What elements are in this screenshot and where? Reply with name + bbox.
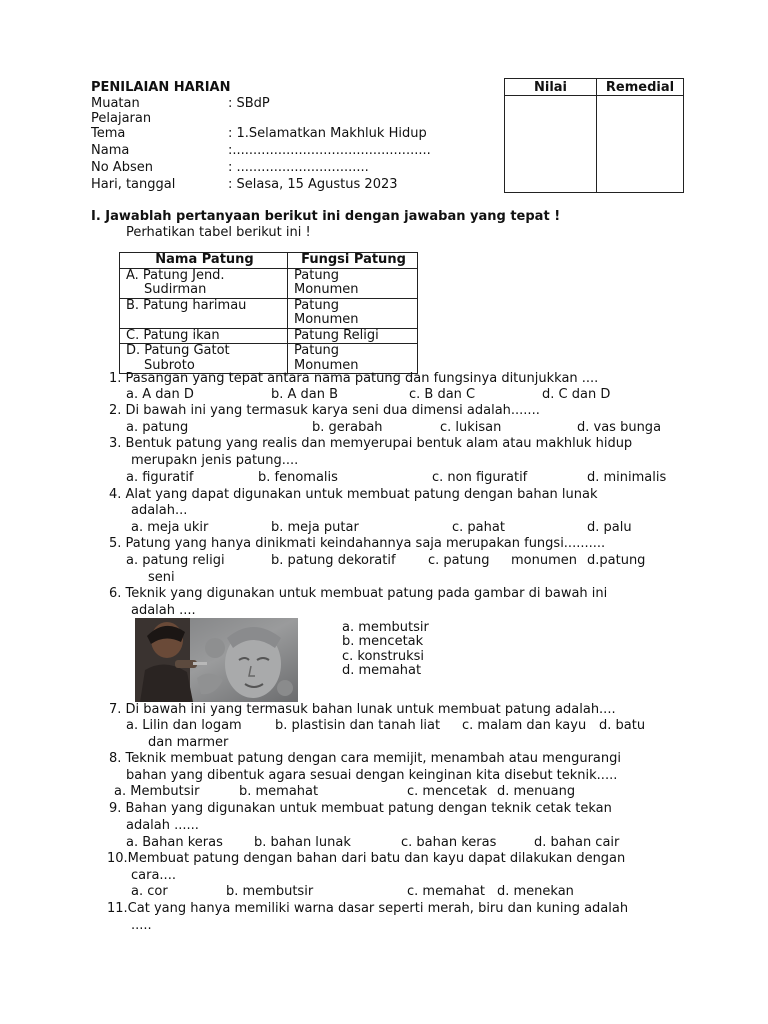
question-8-cont: bahan yang dibentuk agara sesuai dengan keinginan kita disebut teknik..... <box>126 768 618 783</box>
section-intro: Perhatikan tabel berikut ini ! <box>126 225 311 240</box>
option-4d[interactable]: d. palu <box>587 520 632 535</box>
question-7: 7. Di bawah ini yang termasuk bahan lunak untuk membuat patung adalah.... <box>109 702 616 717</box>
option-6a[interactable]: a. membutsir <box>342 620 429 635</box>
table-cell: D. Patung Gatot <box>126 343 230 358</box>
nilai-cell[interactable] <box>505 96 597 193</box>
sculptor-carving-image <box>135 618 298 702</box>
option-9a[interactable]: a. Bahan keras <box>126 835 223 850</box>
question-6: 6. Teknik yang digunakan untuk membuat patung pada gambar di bawah ini <box>109 586 608 601</box>
option-7d-cont: dan marmer <box>148 735 229 750</box>
pelajaran-label: Pelajaran <box>91 111 152 126</box>
question-9: 9. Bahan yang digunakan untuk membuat patung dengan teknik cetak tekan <box>109 801 612 816</box>
table-cell: A. Patung Jend. <box>126 267 225 283</box>
option-4a[interactable]: a. meja ukir <box>131 520 209 535</box>
question-10-cont: cara.... <box>131 868 176 883</box>
option-4b[interactable]: b. meja putar <box>271 520 359 535</box>
table-cell: C. Patung ikan <box>126 327 220 343</box>
option-9d[interactable]: d. bahan cair <box>534 835 620 850</box>
nama-label: Nama <box>91 143 130 158</box>
sculpture-photo <box>135 618 298 702</box>
option-5b[interactable]: b. patung dekoratif <box>271 553 396 568</box>
option-8c[interactable]: c. mencetak <box>407 784 488 799</box>
section-heading: I. Jawablah pertanyaan berikut ini dengan jawaban yang tepat ! <box>91 209 561 224</box>
table-cell: Patung <box>294 343 340 358</box>
page-title: PENILAIAN HARIAN <box>91 80 231 95</box>
table-cell: Monumen <box>294 357 359 373</box>
option-9c[interactable]: c. bahan keras <box>401 835 497 850</box>
question-11-cont: ..... <box>131 918 152 933</box>
table-row <box>120 298 418 328</box>
question-2: 2. Di bawah ini yang termasuk karya seni dua dimensi adalah....... <box>109 403 540 418</box>
absen-field[interactable]: : ................................ <box>228 160 369 175</box>
table-cell: Monumen <box>294 282 359 297</box>
nama-field[interactable]: :................................................ <box>228 143 431 158</box>
question-4: 4. Alat yang dapat digunakan untuk membuat patung dengan bahan lunak <box>109 487 598 502</box>
option-3d[interactable]: d. minimalis <box>587 470 667 485</box>
option-7a[interactable]: a. Lilin dan logam <box>126 718 242 733</box>
option-5a[interactable]: a. patung religi <box>126 553 225 568</box>
option-10c[interactable]: c. memahat <box>407 884 486 899</box>
option-1b[interactable]: b. A dan B <box>271 387 339 402</box>
table-cell: Patung <box>294 267 340 283</box>
table-cell: Sudirman <box>144 282 207 297</box>
option-5d[interactable]: d.patung <box>587 553 646 568</box>
option-1a[interactable]: a. A dan D <box>126 387 194 402</box>
table-cell: Patung Religi <box>294 327 379 343</box>
hari-value: : Selasa, 15 Agustus 2023 <box>228 177 398 192</box>
option-7d[interactable]: d. batu <box>599 718 646 733</box>
option-10a[interactable]: a. cor <box>131 884 168 899</box>
option-2d[interactable]: d. vas bunga <box>577 420 662 435</box>
option-5c[interactable]: c. patung <box>428 553 490 568</box>
option-3b[interactable]: b. fenomalis <box>258 470 338 485</box>
tema-value: : 1.Selamatkan Makhluk Hidup <box>228 126 427 141</box>
option-10b[interactable]: b. membutsir <box>226 884 314 899</box>
table-header: Fungsi Patung <box>288 253 418 269</box>
option-8d[interactable]: d. menuang <box>497 784 576 799</box>
table-header: Nama Patung <box>120 253 288 269</box>
table-row <box>120 268 418 298</box>
option-9b[interactable]: b. bahan lunak <box>254 835 351 850</box>
table-cell: Patung <box>294 297 340 313</box>
table-cell: B. Patung harimau <box>126 297 247 313</box>
option-1d[interactable]: d. C dan D <box>542 387 611 402</box>
nilai-header: Nilai <box>505 79 597 96</box>
question-9-cont: adalah ...... <box>126 818 199 833</box>
option-2b[interactable]: b. gerabah <box>312 420 383 435</box>
hari-label: Hari, tanggal <box>91 177 176 192</box>
question-11: 11.Cat yang hanya memiliki warna dasar seperti merah, biru dan kuning adalah <box>107 901 629 916</box>
question-10: 10.Membuat patung dengan bahan dari batu dan kayu dapat dilakukan dengan <box>107 851 626 866</box>
question-6-cont: adalah .... <box>131 603 196 618</box>
question-4-cont: adalah... <box>131 503 188 518</box>
question-3-cont: merupakn jenis patung.... <box>131 453 299 468</box>
option-6b[interactable]: b. mencetak <box>342 634 424 649</box>
statue-table <box>119 252 418 374</box>
option-4c[interactable]: c. pahat <box>452 520 505 535</box>
muatan-value: : SBdP <box>228 96 270 111</box>
option-3a[interactable]: a. figuratif <box>126 470 194 485</box>
score-box <box>504 78 684 193</box>
option-8a[interactable]: a. Membutsir <box>114 784 200 799</box>
question-5: 5. Patung yang hanya dinikmati keindahannya saja merupakan fungsi.......... <box>109 536 606 551</box>
option-10d[interactable]: d. menekan <box>497 884 574 899</box>
option-7c[interactable]: c. malam dan kayu <box>462 718 587 733</box>
remedial-header: Remedial <box>597 79 684 96</box>
option-5d-cont: seni <box>148 570 175 585</box>
muatan-label: Muatan <box>91 96 140 111</box>
option-7b[interactable]: b. plastisin dan tanah liat <box>275 718 441 733</box>
option-2a[interactable]: a. patung <box>126 420 189 435</box>
question-3: 3. Bentuk patung yang realis dan memyerupai bentuk alam atau makhluk hidup <box>109 436 633 451</box>
option-3c[interactable]: c. non figuratif <box>432 470 528 485</box>
table-row <box>120 328 418 344</box>
table-cell: Monumen <box>294 312 359 327</box>
remedial-cell[interactable] <box>597 96 684 193</box>
option-8b[interactable]: b. memahat <box>239 784 319 799</box>
absen-label: No Absen <box>91 160 153 175</box>
option-6c[interactable]: c. konstruksi <box>342 649 425 664</box>
option-6d[interactable]: d. memahat <box>342 663 422 678</box>
tema-label: Tema <box>91 126 126 141</box>
question-1: 1. Pasangan yang tepat antara nama patung dan fungsinya ditunjukkan .... <box>109 371 599 386</box>
option-1c[interactable]: c. B dan C <box>409 387 476 402</box>
table-cell: Subroto <box>144 357 195 373</box>
option-5c-cont: monumen <box>511 553 577 568</box>
table-row <box>120 344 418 374</box>
option-2c[interactable]: c. lukisan <box>440 420 502 435</box>
question-8: 8. Teknik membuat patung dengan cara memijit, menambah atau mengurangi <box>109 751 621 766</box>
